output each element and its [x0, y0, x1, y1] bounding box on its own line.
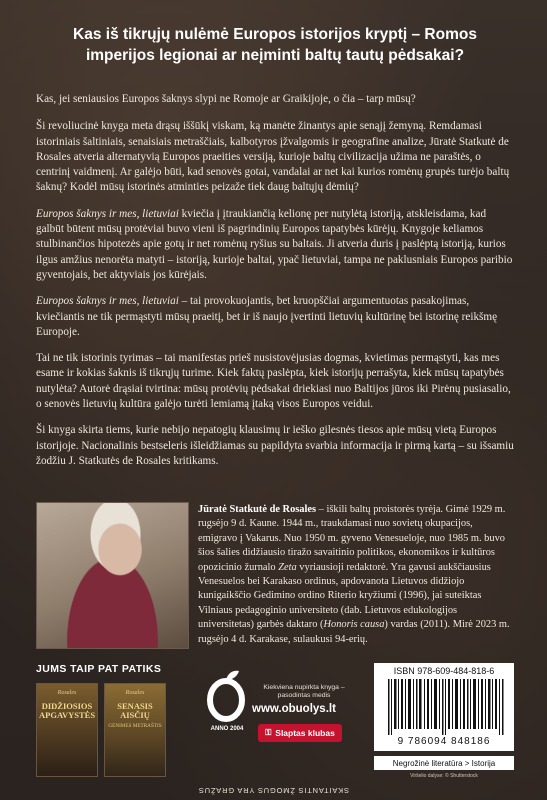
honoris-causa: Honoris causa	[323, 619, 385, 631]
related-book-2[interactable]	[104, 683, 166, 777]
author-name: Jūratė Statkutė de Rosales	[198, 504, 317, 515]
footer-slogan: SKAITANTIS ŽMOGUS YRA GRAŽUS	[198, 786, 349, 795]
category-label: Negrožinė literatūra > Istorija	[374, 756, 514, 770]
isbn-text: ISBN 978-609-484-818-6	[393, 666, 495, 676]
related-book-subtitle: GENIMES METRAŠTIS	[108, 723, 162, 729]
bio-text-c: ) vardas (2011). Mirė 2023 m. rugsėjo 4 d. Karakase, sulaukusi 94-erių.	[198, 619, 510, 645]
related-book-1[interactable]	[36, 683, 98, 777]
magazine-name: Zeta	[278, 561, 297, 573]
ean-number: 9 786094 848186	[397, 736, 491, 747]
paragraph-3	[36, 207, 514, 283]
related-book-author: Rosales	[125, 690, 145, 696]
author-bio	[198, 503, 514, 647]
paragraph-3-text: kviečia į įtraukiančią kelionę per nutylėtą istoriją, atskleisdama, kad galbūt būtent mūsų protėviai buvo vieni iš pagrindinių Europos tapatybės kūrėjų. Knygoje keliamos stulbinančios hipotezės apie gotų ir net romėnų ryšius su baltais. Ji atveria duris į paslėptą istoriją, kurios ilgus amžius nenorėta matyti – istoriją, kurioje baltai, ypač lietuviai, tampa ne paklusniais Europos paribio gyventojais, bet aktyviais jos kūrėjais.	[36, 207, 513, 281]
club-label: Slaptas klubas	[275, 728, 335, 738]
related-book-author: Rosales	[57, 690, 77, 696]
barcode-icon	[388, 679, 504, 735]
barcode-box	[374, 663, 514, 751]
secret-club-badge[interactable]	[258, 724, 342, 742]
description	[36, 92, 514, 480]
book-title-italic: Europos šaknys ir mes, lietuviai	[36, 295, 179, 308]
bio-text-a: – iškili baltų proistorės tyrėja. Gimė 1929 m. rugsėjo 9 d. Kaune. 1944 m., traukdamasi nuo sovietų okupacijos, emigravo į Vakarus. Nuo 1950 m. gyveno Venesueloje, nuo 1985 m. buvo šios šalies didžiausio tiražo savaitinio politikos, ekonomikos ir kultūros opozicinio žurnalo	[198, 504, 506, 573]
headline: Kas iš tikrųjų nulėmė Europos istorijos kryptį – Romos imperijos legionai ar neįminti baltų tautų pėdsakai?	[73, 26, 477, 64]
book-title-italic: Europos šaknys ir mes, lietuviai	[36, 207, 179, 220]
paragraph-intro: Kas, jei seniausios Europos šaknys slypi ne Romoje ar Graikijoje, o čia – tarp mūsų?	[36, 93, 416, 105]
paragraph-4-text: – tai provokuojantis, bet kruopščiai argumentuotas pasakojimas, kviečiantis ne tik permąstyti mūsų praeitį, bet ir iš naujo įvertinti lietuvių kultūrinę bei istorinę reikšmę Europoje.	[36, 295, 498, 338]
image-credit: Viršelio dalyse: © Shutterstock	[410, 773, 478, 779]
key-icon: ⚿	[265, 728, 272, 737]
publisher-block	[200, 660, 350, 780]
tree-note: Kiekviena nupirkta knyga – pasodintas medis	[263, 684, 345, 699]
related-book-title: DIDŽIOSIOS APGAVYSTĖS	[39, 701, 96, 720]
bio-text-b: vyriausioji redaktorė. Yra gavusi aukščiausius Venesuelos bei Karakaso ordinus, apdovanota Lietuvos didžiojo kunigaikščio Gedimino ordino Riterio kryžiumi (1996), jai suteiktas Vilniaus pedagoginio universiteto (dab. Lietuvos edukologijos universitetas) garbės daktaro (	[198, 561, 491, 631]
author-photo	[36, 502, 189, 649]
paragraph-2: Ši revoliucinė knyga meta drąsų iššūkį viskam, ką manėte žinantys apie senąjį žemyną. Remdamasi istoriniais šaltiniais, senaisiais metraščiais, kalbotyros įžvalgomis ir geografine analize, Jūratė Statkutė de Rosales atveria alternatyvią Europos praeities versiją, kurioje baltų civilizacija užima ne paraštės, o centrinį vaidmenį. Ar galėjo būti, kad senovės gotai, vandalai ar net kai kurios romėnų grupės turėjo baltų šaknų? Kodėl mūsų istorinės atminties peizaže tiek daug baltųjų dėmių?	[36, 120, 510, 194]
publisher-website[interactable]: www.obuolys.lt	[252, 703, 336, 715]
paragraph-5: Tai ne tik istorinis tyrimas – tai manifestas prieš nusistovėjusias dogmas, kvietimas permąstyti, kas mes esame ir kokias šaknis iš tikrųjų turime. Kiek faktų paslėpta, kiek istorijų perrašyta, kiek mūsų tapatybės nutylėta? Autorė drąsiai tvirtina: mūsų protėvių pėdsakai driekiasi nuo Baltijos jūros iki Pirėnų pusiasalio, o senovės lietuvių kultūra galėjo turėti lemiamą įtaką visos Europos veidui.	[36, 352, 511, 411]
related-book-title: SENASIS AISČIŲ	[117, 701, 153, 720]
obuolys-logo-icon	[206, 666, 246, 722]
anno-label: ANNO 2004	[210, 726, 244, 732]
also-like-label: JUMS TAIP PAT PATIKS	[36, 663, 162, 675]
paragraph-6: Ši knyga skirta tiems, kurie nebijo nepatogių klausimų ir ieško gilesnės tiesos apie mūsų vietą Europos istorijoje. Nacionalinis bestseleris išleidžiamas su papildyta svarbia informacija ir pirmą kartą – su išsamiu žodžiu J. Statkutės de Rosales kritikams.	[36, 424, 514, 467]
paragraph-4	[36, 294, 514, 340]
